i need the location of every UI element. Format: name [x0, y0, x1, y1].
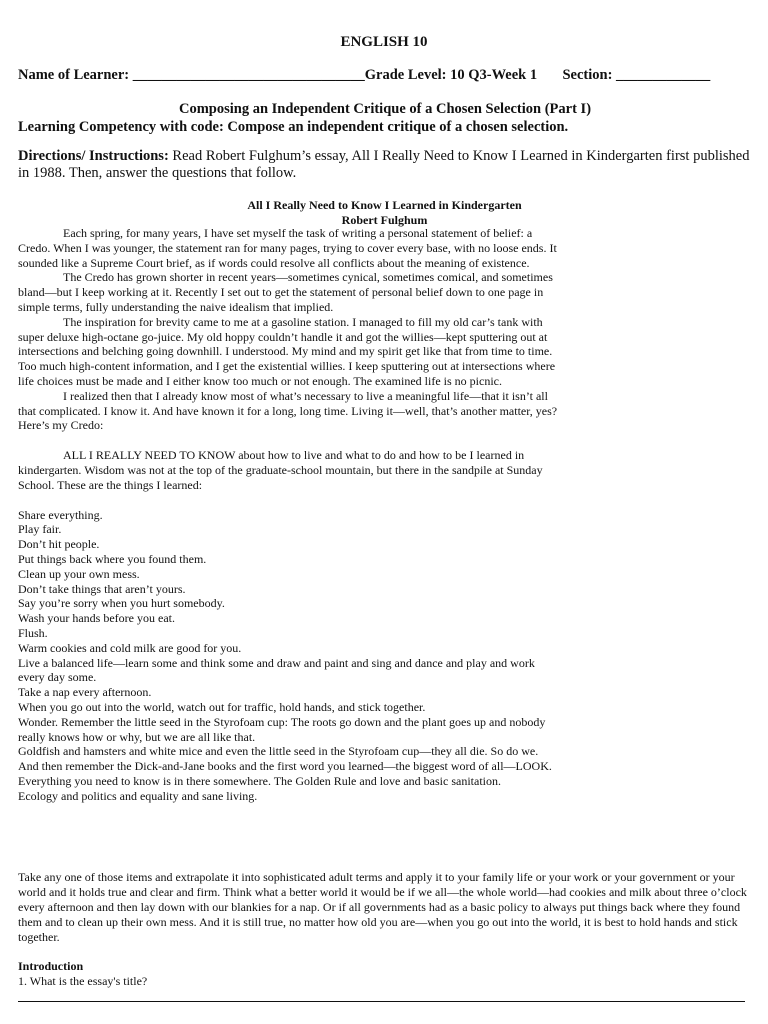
- credo-item: Clean up your own mess.: [18, 566, 140, 581]
- credo-item: Take a nap every afternoon.: [18, 685, 152, 700]
- directions: [18, 148, 750, 182]
- lesson-title: Composing an Independent Critique of a Chosen Selection (Part I): [178, 101, 592, 117]
- credo-item: Wash your hands before you eat.: [18, 611, 175, 626]
- essay-paragraph: The Credo has grown shorter in recent years—sometimes cynical, sometimes comical, and sometimes bland—but I keep working at it. Recently I set out to get the statement of personal belief down to one page in simple terms, fully understanding the naive idealism that implied.: [18, 270, 553, 314]
- section-heading: Introduction: [18, 959, 84, 973]
- credo-item: Goldfish and hamsters and white mice and even the little seed in the Styrofoam cup—they all die. So do we.: [18, 744, 539, 759]
- credo-item: Share everything.: [18, 507, 103, 522]
- essay-body: [18, 226, 563, 803]
- essay-closing: Take any one of those items and extrapolate it into sophisticated adult terms and apply it to your family life or your work or your government or your world and it holds true and clear and firm. Think what a better world it would be if we all—the whole world—had cookies and milk about three o’clock every afternoon and then lay down with our blankies for a nap. Or if all governments had as a basic policy to always put things back where they found them and to clean up their own mess. And it is still true, no matter how old you are—when you go out into the world, it is best to hold hands and stick together.: [18, 870, 747, 944]
- credo-item: And then remember the Dick-and-Jane books and the first word you learned—the biggest word of all—LOOK.: [18, 759, 552, 774]
- credo-item: Play fair.: [18, 522, 62, 537]
- credo-item: When you go out into the world, watch out for traffic, hold hands, and stick together.: [18, 699, 426, 714]
- learning-competency: Learning Competency with code: Compose an independent critique of a chosen selection.: [18, 119, 569, 135]
- essay-paragraph: The inspiration for brevity came to me at a gasoline station. I managed to fill my old car’s tank with super deluxe high-octane go-juice. My old hoppy couldn’t handle it and got the willies—kept sputtering out at intersections and belching going downhill. I understood. My mind and my spirit get like that from time to time. Too much high-content information, and I get the existential willies. I keep sputtering out at intersections where life choices must be made and I either know too much or not enough. The examined life is no picnic.: [18, 314, 556, 388]
- credo-item: Flush.: [18, 625, 48, 640]
- learner-info-line: Name of Learner: ________________________________Grade Level: 10 Q3-Week 1 Section: _____________: [18, 67, 711, 83]
- directions-text: Read Robert Fulghum’s essay, All I Really Need to Know I Learned in Kindergarten first published in 1988. Then, answer the questions that follow.: [18, 148, 750, 181]
- credo-item: Everything you need to know is in there somewhere. The Golden Rule and love and basic sanitation.: [18, 773, 501, 788]
- credo-list: [18, 508, 563, 804]
- directions-label: Directions/ Instructions:: [18, 148, 169, 164]
- credo-item: Live a balanced life—learn some and think some and draw and paint and sing and dance and play and work every day some.: [18, 655, 535, 685]
- credo-item: Say you’re sorry when you hurt somebody.: [18, 596, 225, 611]
- answer-line[interactable]: [18, 1001, 745, 1002]
- essay-paragraph: Each spring, for many years, I have set myself the task of writing a personal statement of belief: a Credo. When I was younger, the statement ran for many pages, trying to cover every base, with no loose ends. It sounded like a Supreme Court brief, as if words could resolve all conflicts about the meaning of existence.: [18, 226, 557, 270]
- essay-heading: [18, 198, 751, 228]
- credo-item: Wonder. Remember the little seed in the Styrofoam cup: The roots go down and the plant goes up and nobody really knows how or why, but we are all like that.: [18, 714, 546, 744]
- questions-section: [18, 959, 750, 989]
- essay-paragraph: I realized then that I already know most of what’s necessary to live a meaningful life—that it isn’t all that complicated. I know it. And have known it for a long, long time. Living it—well, that’s another matter, yes? Here’s my Credo:: [18, 388, 558, 433]
- credo-item: Warm cookies and cold milk are good for you.: [18, 640, 242, 655]
- course-title: ENGLISH 10: [340, 34, 428, 50]
- essay-title: All I Really Need to Know I Learned in Kindergarten: [247, 198, 522, 212]
- credo-item: Put things back where you found them.: [18, 551, 207, 566]
- question-1: 1. What is the essay's title?: [18, 974, 148, 988]
- credo-item: Don’t take things that aren’t yours.: [18, 581, 186, 596]
- credo-intro: ALL I REALLY NEED TO KNOW about how to live and what to do and how to be I learned in kindergarten. Wisdom was not at the top of the graduate-school mountain, but there in the sandpile at Sunday School. These are the things I learned:: [18, 448, 543, 492]
- lesson-header: [18, 100, 752, 136]
- credo-item: Ecology and politics and equality and sane living.: [18, 788, 258, 803]
- credo-item: Don’t hit people.: [18, 537, 100, 552]
- essay-author: Robert Fulghum: [341, 213, 428, 227]
